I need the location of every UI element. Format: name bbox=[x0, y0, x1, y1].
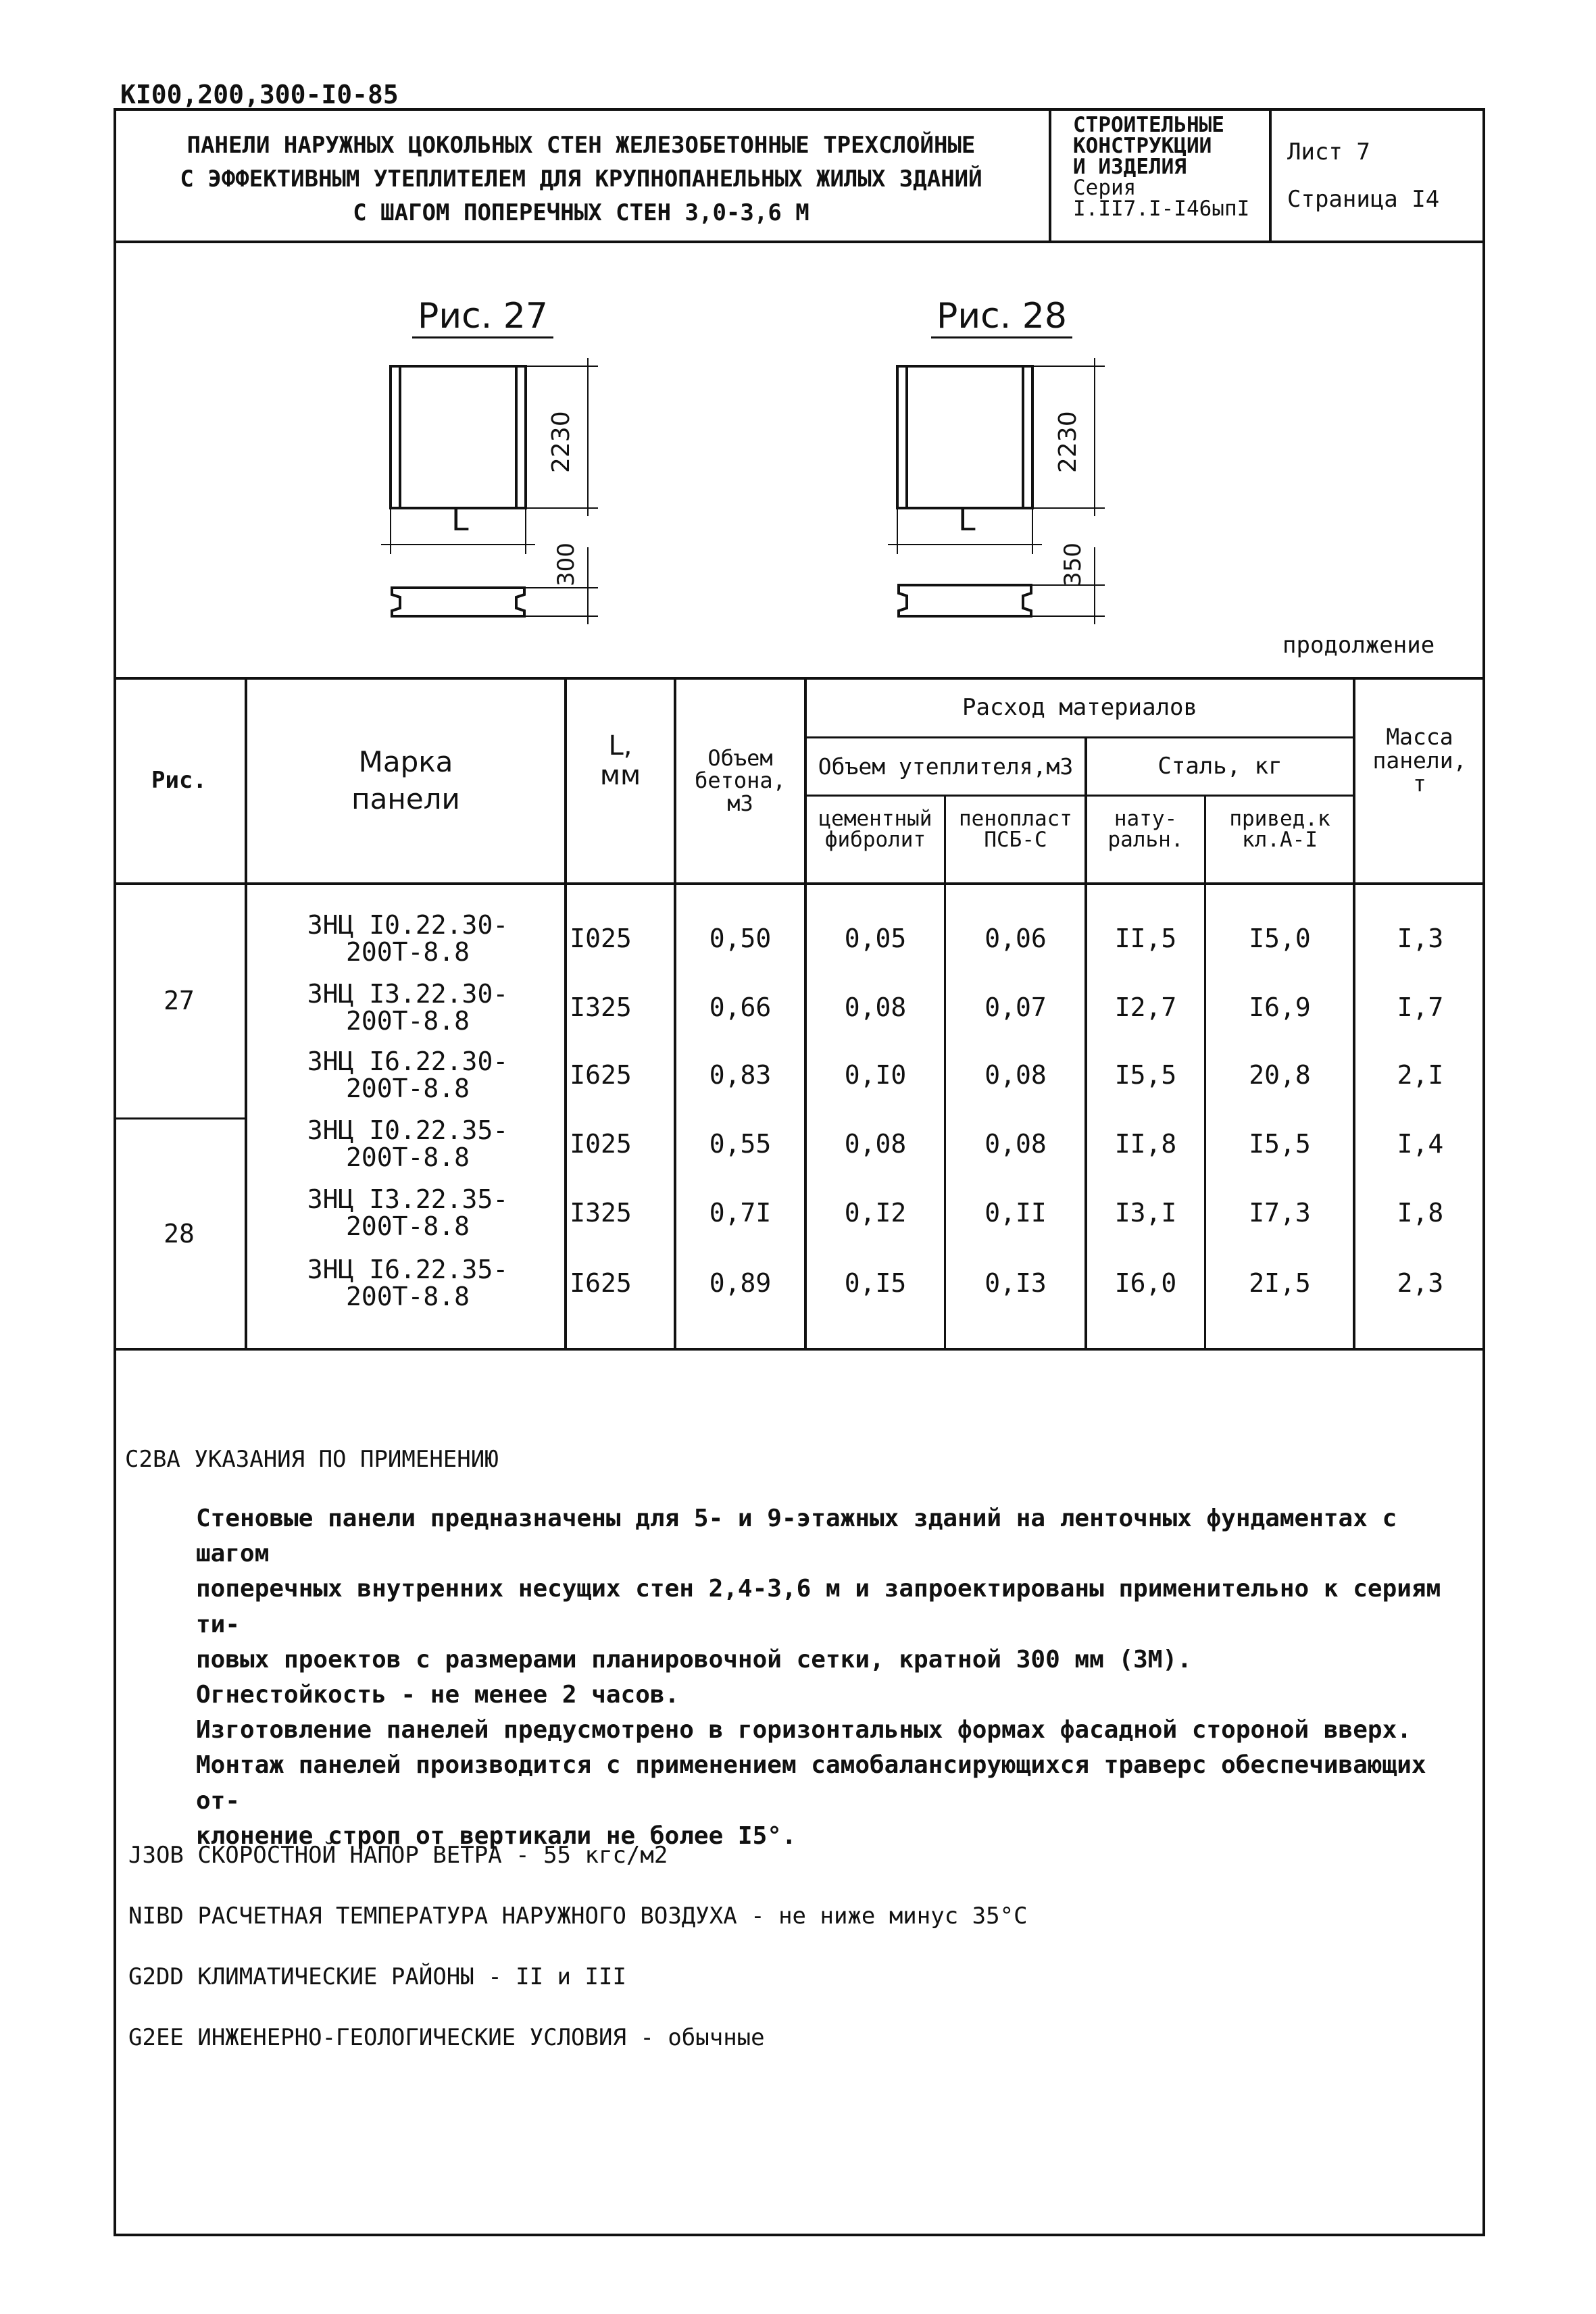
cell-mark: ЗНЦ I3.22.35-200Т-8.8 bbox=[307, 1184, 509, 1241]
figure-27-length-dim: L bbox=[451, 501, 469, 538]
header-natural: нату- ральн. bbox=[1107, 807, 1184, 852]
header-foam: пенопласт ПСБ-С bbox=[959, 807, 1072, 852]
cell-concrete: 0,55 bbox=[709, 1129, 772, 1159]
sheet-number: Лист 7 bbox=[1287, 139, 1370, 166]
condition-climate: G2DD КЛИМАТИЧЕСКИЕ РАЙОНЫ - II и III bbox=[128, 1963, 626, 1990]
cell-mark: ЗНЦ I6.22.35-200Т-8.8 bbox=[307, 1255, 509, 1311]
cell-foam: 0,06 bbox=[984, 924, 1047, 954]
note-line-1: Стеновые панели предназначены для 5- и 9-этажных зданий на ленточных фундаментах с шагом bbox=[196, 1505, 1397, 1568]
title-line-3: С ШАГОМ ПОПЕРЕЧНЫХ СТЕН 3,0-3,6 М bbox=[353, 199, 809, 226]
header-reduced: привед.к кл.А-I bbox=[1229, 807, 1330, 852]
cell-concrete: 0,66 bbox=[709, 992, 772, 1023]
cell-concrete: 0,89 bbox=[709, 1268, 772, 1299]
cell-natural: I5,5 bbox=[1114, 1060, 1177, 1090]
cell-reduced: I7,3 bbox=[1249, 1198, 1311, 1228]
cell-mark: ЗНЦ I0.22.30-200Т-8.8 bbox=[307, 910, 509, 967]
header-fig: Рис. bbox=[151, 767, 207, 795]
note-line-4: Огнестойкость - не менее 2 часов. bbox=[196, 1680, 680, 1709]
title-line-2: С ЭФФЕКТИВНЫМ УТЕПЛИТЕЛЕМ ДЛЯ КРУПНОПАНЕЛЬНЫХ ЖИЛЫХ ЗДАНИЙ bbox=[180, 166, 982, 193]
header-cement: цементный фибролит bbox=[818, 807, 932, 852]
document-code: KI00,200,300-I0-85 bbox=[120, 80, 399, 109]
cell-mass: I,3 bbox=[1397, 924, 1444, 954]
note-line-3: повых проектов с размерами планировочной сетки, кратной 300 мм (3М). bbox=[196, 1645, 1192, 1674]
cell-mass: I,4 bbox=[1397, 1129, 1444, 1159]
cell-mark: ЗНЦ I0.22.35-200Т-8.8 bbox=[307, 1115, 509, 1172]
header-length: L, мм bbox=[599, 730, 641, 791]
cell-foam: 0,I3 bbox=[984, 1268, 1047, 1299]
note-line-7: клонение строп от вертикали не более I5°. bbox=[196, 1821, 797, 1850]
figure-27-base-dim: 300 bbox=[553, 543, 580, 586]
note-line-5: Изготовление панелей предусмотрено в горизонтальных формах фасадной стороной вверх. bbox=[196, 1716, 1412, 1744]
note-line-2: поперечных внутренних несущих стен 2,4-3,6 м и запроектированы применительно к сериям ти- bbox=[196, 1575, 1441, 1638]
cell-foam: 0,08 bbox=[984, 1060, 1047, 1090]
page-number: Страница I4 bbox=[1287, 186, 1440, 213]
cell-concrete: 0,83 bbox=[709, 1060, 772, 1090]
notes-heading: С2ВА УКАЗАНИЯ ПО ПРИМЕНЕНИЮ bbox=[125, 1446, 499, 1473]
cell-cement: 0,I2 bbox=[844, 1198, 907, 1228]
cell-length: I625 bbox=[570, 1060, 632, 1090]
cell-cement: 0,08 bbox=[844, 1129, 907, 1159]
cell-mass: I,7 bbox=[1397, 992, 1444, 1023]
cell-natural: II,5 bbox=[1114, 924, 1177, 954]
category-line-3: И ИЗДЕЛИЯ bbox=[1073, 155, 1187, 179]
cell-concrete: 0,50 bbox=[709, 924, 772, 954]
document-title bbox=[122, 128, 1041, 230]
cell-foam: 0,07 bbox=[984, 992, 1047, 1023]
cell-foam: 0,08 bbox=[984, 1129, 1047, 1159]
cell-reduced: I6,9 bbox=[1249, 992, 1311, 1023]
header-mass: Масса панели, т bbox=[1372, 724, 1467, 797]
cell-reduced: 2I,5 bbox=[1249, 1268, 1311, 1299]
cell-length: I325 bbox=[570, 992, 632, 1023]
cell-cement: 0,05 bbox=[844, 924, 907, 954]
condition-temperature: NIВD РАСЧЕТНАЯ ТЕМПЕРАТУРА НАРУЖНОГО ВОЗДУХА - не ниже минус 35°С bbox=[128, 1903, 1028, 1930]
table-col-line-7 bbox=[1204, 795, 1206, 1349]
cell-mass: 2,3 bbox=[1397, 1268, 1444, 1299]
header-insulation: Объем утеплителя,м3 bbox=[818, 753, 1074, 780]
figure-28-base-dim: 350 bbox=[1059, 543, 1087, 586]
cell-natural: I6,0 bbox=[1114, 1268, 1177, 1299]
cell-natural: I2,7 bbox=[1114, 992, 1177, 1023]
cell-foam: 0,II bbox=[984, 1198, 1047, 1228]
note-line-6: Монтаж панелей производится с применением самобалансирующихся траверс обеспечивающих от- bbox=[196, 1751, 1426, 1815]
figure-28-length-dim: L bbox=[958, 501, 976, 538]
table-header-bottom bbox=[114, 882, 1485, 885]
header-materials: Расход материалов bbox=[962, 694, 1197, 722]
cell-reduced: 20,8 bbox=[1249, 1060, 1311, 1090]
cell-reduced: I5,5 bbox=[1249, 1129, 1311, 1159]
series-number: I.II7.I-I46ыпI bbox=[1073, 197, 1250, 221]
cell-natural: I3,I bbox=[1114, 1198, 1177, 1228]
cell-length: I325 bbox=[570, 1198, 632, 1228]
continuation-label: продолжение bbox=[1282, 632, 1435, 659]
category-line-4: Серия bbox=[1073, 176, 1137, 200]
cell-reduced: I5,0 bbox=[1249, 924, 1311, 954]
cell-mass: 2,I bbox=[1397, 1060, 1444, 1090]
cell-cement: 0,I5 bbox=[844, 1268, 907, 1299]
figure-27-caption: Рис. 27 bbox=[412, 296, 553, 338]
group-fig-28: 28 bbox=[164, 1218, 195, 1249]
title-divider-2 bbox=[1269, 108, 1272, 242]
figure-28-drawing bbox=[872, 351, 1128, 635]
title-block-bottom-line bbox=[114, 241, 1485, 243]
table-line-materials bbox=[805, 736, 1353, 738]
cell-mark: ЗНЦ I6.22.30-200Т-8.8 bbox=[307, 1047, 509, 1103]
category-line-2: КОНСТРУКЦИИ bbox=[1073, 134, 1212, 158]
title-divider-1 bbox=[1049, 108, 1051, 242]
cell-length: I025 bbox=[570, 924, 632, 954]
header-concrete: Объем бетона, м3 bbox=[695, 745, 786, 816]
figure-28-caption: Рис. 28 bbox=[931, 296, 1072, 338]
title-line-1: ПАНЕЛИ НАРУЖНЫХ ЦОКОЛЬНЫХ СТЕН ЖЕЛЕЗОБЕТОННЫЕ ТРЕХСЛОЙНЫЕ bbox=[186, 132, 976, 159]
cell-cement: 0,08 bbox=[844, 992, 907, 1023]
cell-length: I025 bbox=[570, 1129, 632, 1159]
notes-paragraph bbox=[196, 1501, 1466, 1854]
table-group-divider bbox=[114, 1117, 245, 1120]
condition-geology: G2ЕЕ ИНЖЕНЕРНО-ГЕОЛОГИЧЕСКИЕ УСЛОВИЯ - обычные bbox=[128, 2024, 765, 2051]
cell-mark: ЗНЦ I3.22.30-200Т-8.8 bbox=[307, 979, 509, 1036]
cell-length: I625 bbox=[570, 1268, 632, 1299]
cell-concrete: 0,7I bbox=[709, 1198, 772, 1228]
header-mark: Марка панели bbox=[351, 745, 460, 815]
figure-27-height-dim: 2230 bbox=[547, 411, 575, 473]
figure-28-height-dim: 2230 bbox=[1054, 411, 1082, 473]
condition-wind: J3ОВ СКОРОСТНОЙ НАПОР ВЕТРА - 55 кгс/м2 bbox=[128, 1842, 668, 1869]
table-line-insulation bbox=[805, 795, 1353, 797]
header-steel: Сталь, кг bbox=[1157, 753, 1282, 780]
cell-cement: 0,I0 bbox=[844, 1060, 907, 1090]
cell-mass: I,8 bbox=[1397, 1198, 1444, 1228]
group-fig-27: 27 bbox=[164, 986, 195, 1016]
table-bottom-line bbox=[114, 1348, 1485, 1351]
figure-27-drawing bbox=[365, 351, 622, 635]
category-block bbox=[1073, 115, 1269, 220]
table-col-line-5 bbox=[944, 795, 946, 1349]
cell-natural: II,8 bbox=[1114, 1129, 1177, 1159]
category-line-1: СТРОИТЕЛЬНЫЕ bbox=[1073, 113, 1224, 137]
